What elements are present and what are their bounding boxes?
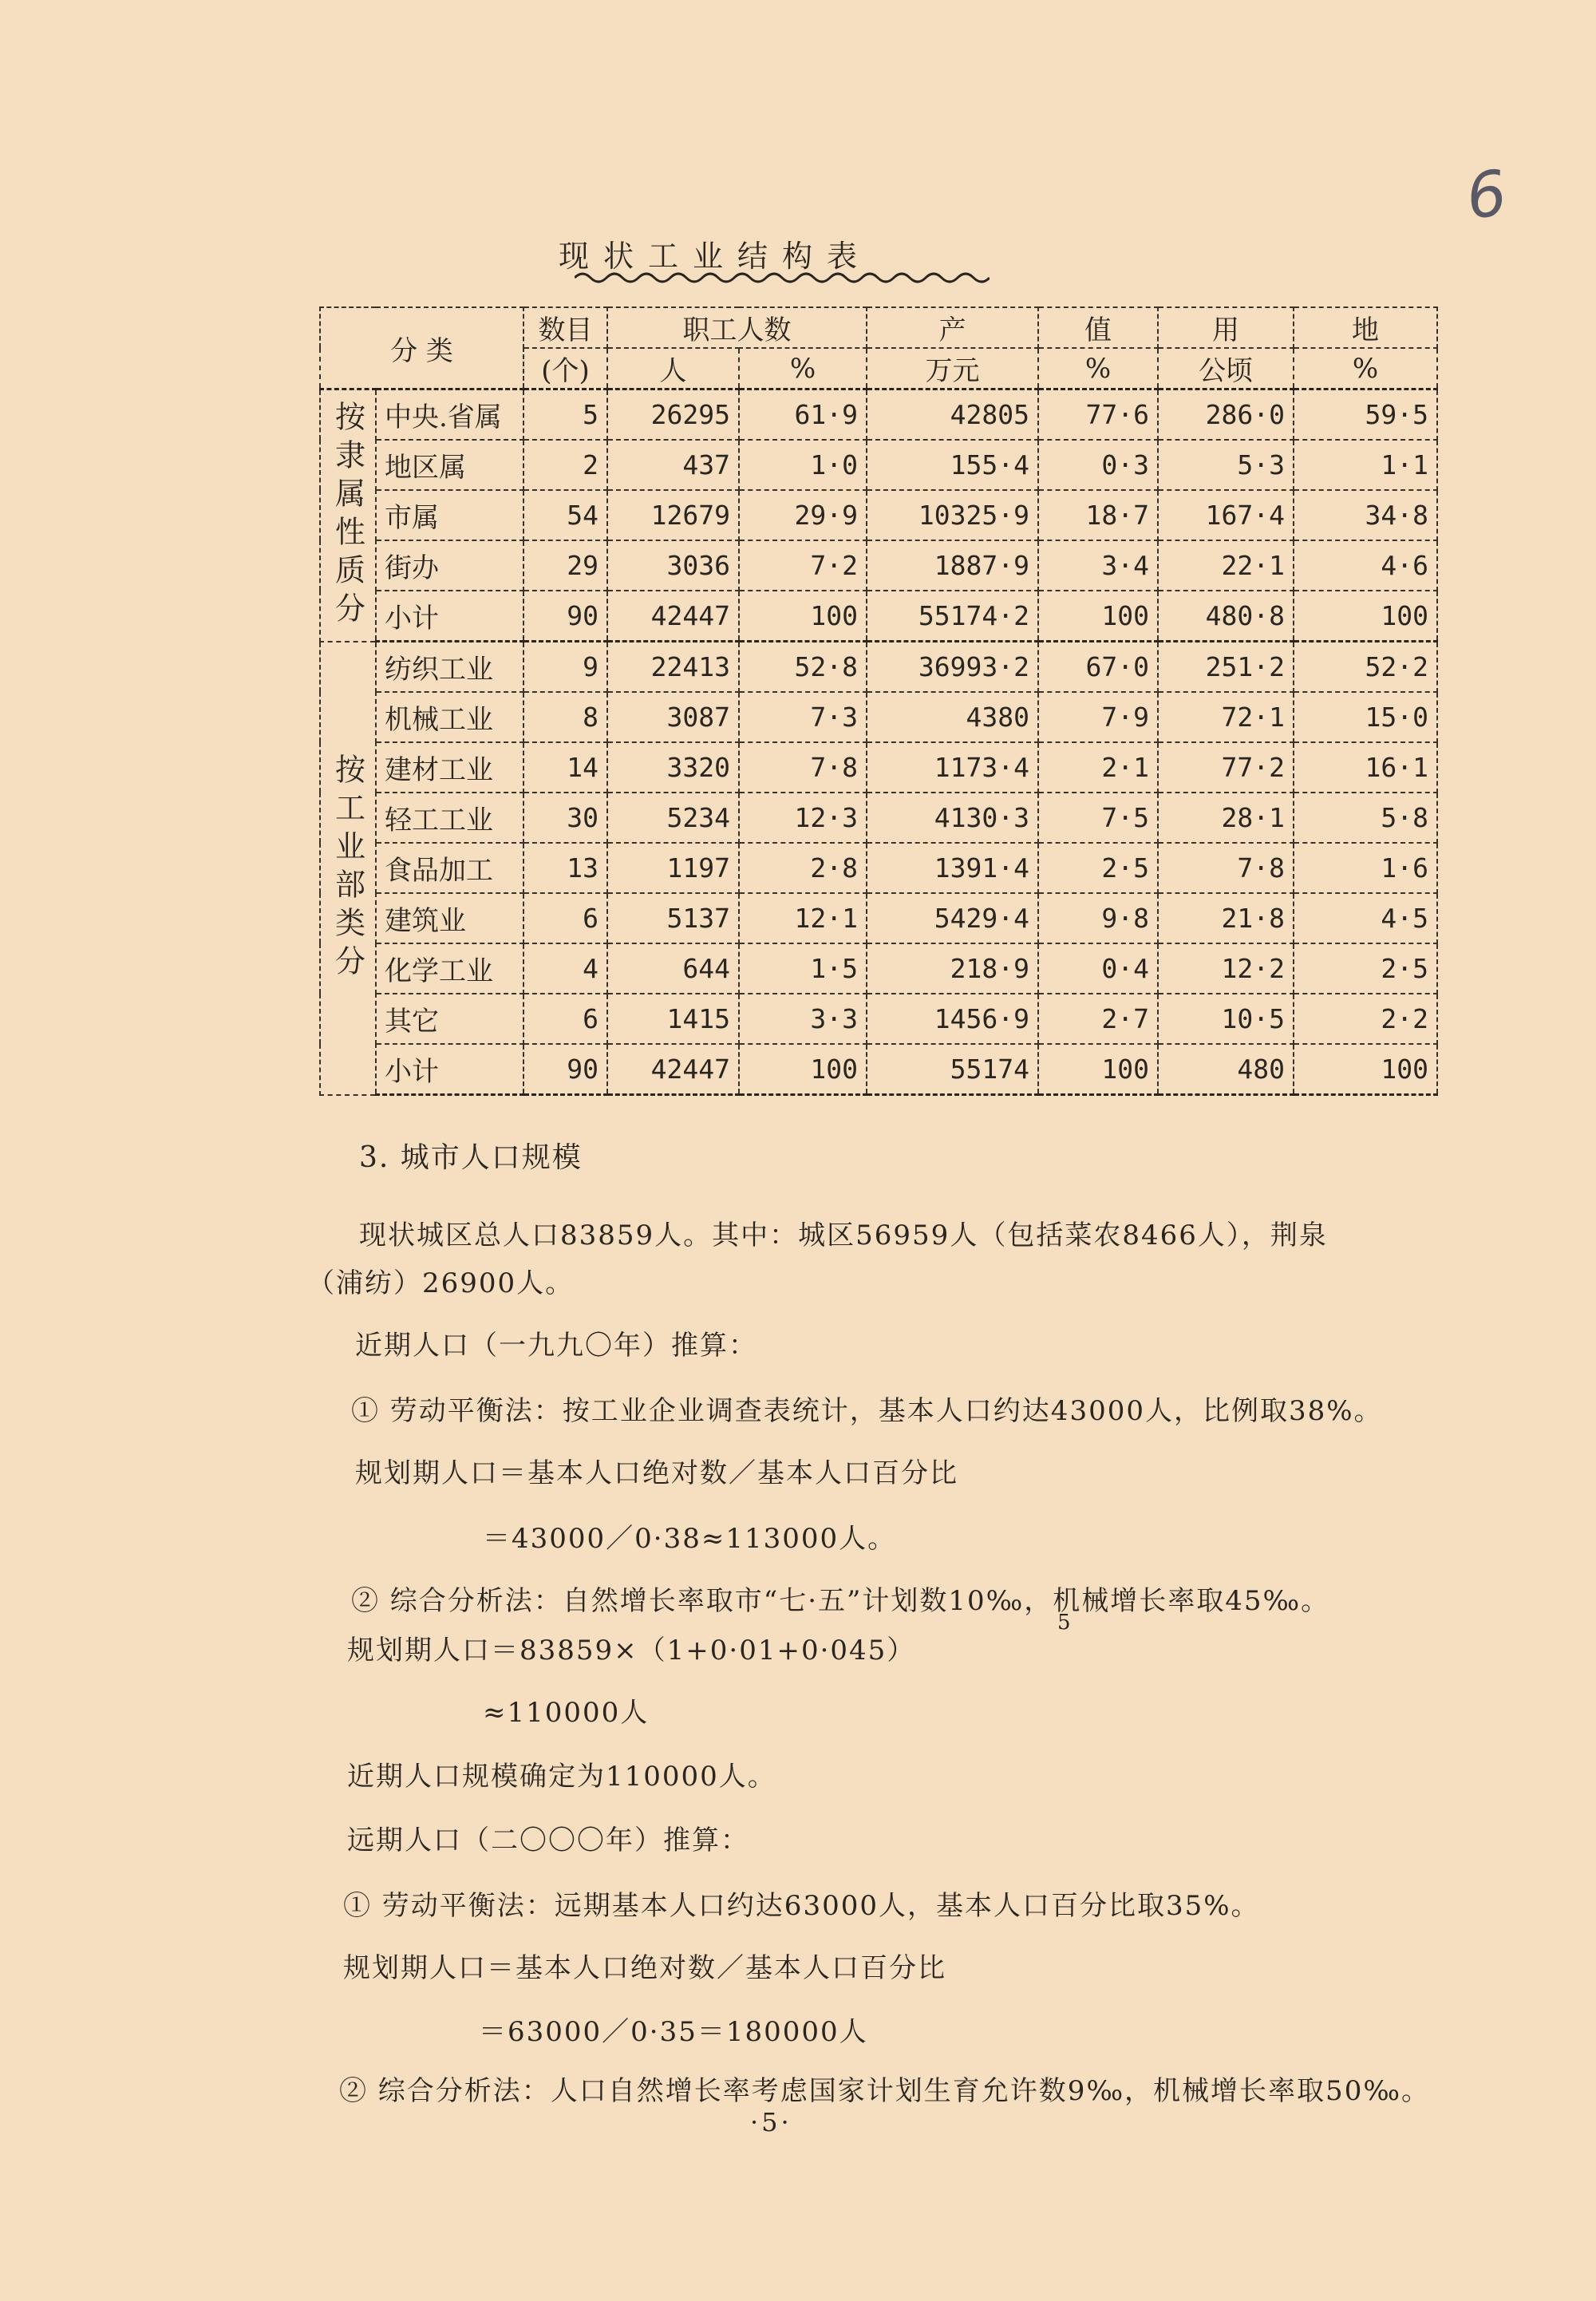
cell-count: 54	[523, 490, 607, 540]
cell-output-pct: 7·9	[1038, 692, 1158, 742]
cell-people-pct: 1·5	[739, 943, 867, 994]
subtotal-row	[320, 1044, 1437, 1095]
header-output-pct: %	[1038, 348, 1158, 389]
cell-count: 6	[523, 893, 607, 943]
cell-land: 10·5	[1158, 994, 1294, 1044]
near-method-2-calc: ≈110000人	[483, 1697, 650, 1729]
cell-land: 251·2	[1158, 642, 1294, 693]
cell-count: 5	[523, 389, 607, 441]
cell-output: 218·9	[867, 943, 1038, 994]
cell-people-pct: 52·8	[739, 642, 867, 693]
cell-count: 4	[523, 943, 607, 994]
cell-count: 2	[523, 440, 607, 490]
header-row-1	[320, 307, 1437, 348]
header-output-a: 产	[867, 307, 1038, 348]
near-term-heading: 近期人口（一九九〇年）推算：	[355, 1330, 757, 1362]
title-wave-underline	[575, 270, 990, 286]
cell-people-pct: 1·0	[739, 440, 867, 490]
cell-people: 12679	[607, 490, 739, 540]
page-number: ·5·	[750, 2107, 792, 2137]
cell-land-pct: 2·5	[1294, 943, 1437, 994]
row-name: 食品加工	[376, 843, 523, 893]
section-heading: 3. 城市人口规模	[359, 1141, 583, 1174]
cell-land: 5·3	[1158, 440, 1294, 490]
cell-count: 29	[523, 540, 607, 591]
cell-land-pct: 59·5	[1294, 389, 1437, 441]
cell-land: 77·2	[1158, 742, 1294, 793]
table-row	[320, 389, 1437, 441]
cell-people: 644	[607, 943, 739, 994]
far-method-2: ② 综合分析法：人口自然增长率考虑国家计划生育允许数9‰，机械增长率取50‰。	[339, 2075, 1430, 2107]
table-row	[320, 742, 1437, 793]
row-name: 纺织工业	[376, 642, 523, 693]
cell-output: 1173·4	[867, 742, 1038, 793]
row-name: 地区属	[376, 440, 523, 490]
cell-output-pct: 100	[1038, 591, 1158, 642]
cell-output: 36993·2	[867, 642, 1038, 693]
cell-land-pct: 1·6	[1294, 843, 1437, 893]
cell-land: 286·0	[1158, 389, 1294, 441]
far-term-heading: 远期人口（二〇〇〇年）推算：	[347, 1825, 749, 1856]
table-title: 现状工业结构表	[559, 239, 872, 274]
cell-output-pct: 77·6	[1038, 389, 1158, 441]
group-label-sector: 按工业部类分	[320, 642, 376, 1095]
cell-land-pct: 4·5	[1294, 893, 1437, 943]
cell-output-pct: 100	[1038, 1044, 1158, 1095]
table-row	[320, 943, 1437, 994]
cell-land-pct: 100	[1294, 591, 1437, 642]
paragraph-line: （浦纺）26900人。	[307, 1267, 575, 1299]
cell-output: 4380	[867, 692, 1038, 742]
cell-output-pct: 67·0	[1038, 642, 1158, 693]
cell-output: 155·4	[867, 440, 1038, 490]
cell-output: 1391·4	[867, 843, 1038, 893]
near-result: 近期人口规模确定为110000人。	[347, 1761, 776, 1793]
cell-people: 5137	[607, 893, 739, 943]
cell-people-pct: 7·8	[739, 742, 867, 793]
cell-people-pct: 7·2	[739, 540, 867, 591]
cell-land-pct: 15·0	[1294, 692, 1437, 742]
cell-output: 1456·9	[867, 994, 1038, 1044]
row-name: 街办	[376, 540, 523, 591]
cell-land: 28·1	[1158, 793, 1294, 843]
cell-land: 480	[1158, 1044, 1294, 1095]
cell-people: 26295	[607, 389, 739, 441]
cell-land-pct: 34·8	[1294, 490, 1437, 540]
row-name: 其它	[376, 994, 523, 1044]
page-mark: 6	[1461, 156, 1511, 235]
cell-output: 42805	[867, 389, 1038, 441]
far-method-1-formula: 规划期人口＝基本人口绝对数／基本人口百分比	[343, 1952, 946, 1984]
cell-land: 12·2	[1158, 943, 1294, 994]
table-row	[320, 893, 1437, 943]
cell-land-pct: 5·8	[1294, 793, 1437, 843]
row-name: 建筑业	[376, 893, 523, 943]
cell-people-pct: 100	[739, 591, 867, 642]
cell-output-pct: 9·8	[1038, 893, 1158, 943]
cell-people: 1415	[607, 994, 739, 1044]
cell-people-pct: 29·9	[739, 490, 867, 540]
cell-people-pct: 3·3	[739, 994, 867, 1044]
exponent: 5	[1057, 1611, 1071, 1635]
table-row	[320, 994, 1437, 1044]
cell-people: 5234	[607, 793, 739, 843]
cell-land-pct: 1·1	[1294, 440, 1437, 490]
cell-land-pct: 100	[1294, 1044, 1437, 1095]
cell-land-pct: 2·2	[1294, 994, 1437, 1044]
cell-output: 5429·4	[867, 893, 1038, 943]
cell-people: 3087	[607, 692, 739, 742]
cell-people: 3036	[607, 540, 739, 591]
row-name: 建材工业	[376, 742, 523, 793]
cell-land: 7·8	[1158, 843, 1294, 893]
cell-output: 1887·9	[867, 540, 1038, 591]
cell-output-pct: 7·5	[1038, 793, 1158, 843]
cell-people-pct: 2·8	[739, 843, 867, 893]
cell-output-pct: 18·7	[1038, 490, 1158, 540]
near-method-2: ② 综合分析法：自然增长率取市“七·五”计划数10‰，机械增长率取45‰。	[351, 1585, 1330, 1617]
cell-count: 6	[523, 994, 607, 1044]
table-row	[320, 843, 1437, 893]
header-workers-pct: %	[739, 348, 867, 389]
table-row	[320, 642, 1437, 693]
cell-land: 72·1	[1158, 692, 1294, 742]
industry-structure-table	[319, 306, 1438, 1096]
cell-output: 4130·3	[867, 793, 1038, 843]
cell-people-pct: 7·3	[739, 692, 867, 742]
header-land-b: 地	[1294, 307, 1437, 348]
cell-output-pct: 0·4	[1038, 943, 1158, 994]
cell-people-pct: 12·1	[739, 893, 867, 943]
cell-output: 55174	[867, 1044, 1038, 1095]
cell-count: 90	[523, 1044, 607, 1095]
near-method-1-formula: 规划期人口＝基本人口绝对数／基本人口百分比	[355, 1457, 958, 1489]
cell-output-pct: 2·5	[1038, 843, 1158, 893]
cell-land-pct: 4·6	[1294, 540, 1437, 591]
subtotal-row	[320, 591, 1437, 642]
cell-count: 14	[523, 742, 607, 793]
row-name: 轻工工业	[376, 793, 523, 843]
header-category: 分 类	[320, 307, 523, 389]
header-land-ha: 公顷	[1158, 348, 1294, 389]
cell-people-pct: 61·9	[739, 389, 867, 441]
header-count-unit: (个)	[523, 348, 607, 389]
table-row	[320, 490, 1437, 540]
row-name: 化学工业	[376, 943, 523, 994]
cell-people: 22413	[607, 642, 739, 693]
cell-land: 21·8	[1158, 893, 1294, 943]
row-name: 小计	[376, 591, 523, 642]
row-name: 中央.省属	[376, 389, 523, 441]
header-land-a: 用	[1158, 307, 1294, 348]
cell-output-pct: 2·7	[1038, 994, 1158, 1044]
cell-count: 8	[523, 692, 607, 742]
cell-people-pct: 100	[739, 1044, 867, 1095]
table-row	[320, 692, 1437, 742]
header-count: 数目	[523, 307, 607, 348]
cell-people: 1197	[607, 843, 739, 893]
cell-count: 13	[523, 843, 607, 893]
cell-count: 90	[523, 591, 607, 642]
far-method-1-calc: ＝63000／0·35＝180000人	[479, 2016, 868, 2048]
cell-output: 10325·9	[867, 490, 1038, 540]
cell-count: 9	[523, 642, 607, 693]
header-workers: 职工人数	[607, 307, 867, 348]
header-land-pct: %	[1294, 348, 1437, 389]
cell-people: 437	[607, 440, 739, 490]
cell-land-pct: 16·1	[1294, 742, 1437, 793]
far-method-1: ① 劳动平衡法：远期基本人口约达63000人，基本人口百分比取35%。	[343, 1890, 1260, 1922]
cell-people: 42447	[607, 591, 739, 642]
table-row	[320, 440, 1437, 490]
cell-land-pct: 52·2	[1294, 642, 1437, 693]
row-name: 机械工业	[376, 692, 523, 742]
near-method-1-calc: ＝43000／0·38≈113000人。	[483, 1523, 897, 1555]
paragraph-line: 现状城区总人口83859人。其中：城区56959人（包括菜农8466人），荆泉	[359, 1220, 1328, 1251]
cell-output: 55174·2	[867, 591, 1038, 642]
header-workers-people: 人	[607, 348, 739, 389]
cell-land: 22·1	[1158, 540, 1294, 591]
cell-people-pct: 12·3	[739, 793, 867, 843]
near-method-1: ① 劳动平衡法：按工业企业调查表统计，基本人口约达43000人，比例取38%。	[351, 1395, 1383, 1427]
table-row	[320, 793, 1437, 843]
cell-people: 3320	[607, 742, 739, 793]
group-label-ownership: 按隶属性质分	[320, 389, 376, 642]
cell-land: 167·4	[1158, 490, 1294, 540]
cell-output-pct: 2·1	[1038, 742, 1158, 793]
row-name: 市属	[376, 490, 523, 540]
header-output-b: 值	[1038, 307, 1158, 348]
header-output-wan: 万元	[867, 348, 1038, 389]
row-name: 小计	[376, 1044, 523, 1095]
table-row	[320, 540, 1437, 591]
cell-people: 42447	[607, 1044, 739, 1095]
cell-output-pct: 0·3	[1038, 440, 1158, 490]
near-method-2-formula: 规划期人口＝83859×（1+0·01+0·045）	[347, 1635, 916, 1666]
cell-count: 30	[523, 793, 607, 843]
cell-output-pct: 3·4	[1038, 540, 1158, 591]
cell-land: 480·8	[1158, 591, 1294, 642]
